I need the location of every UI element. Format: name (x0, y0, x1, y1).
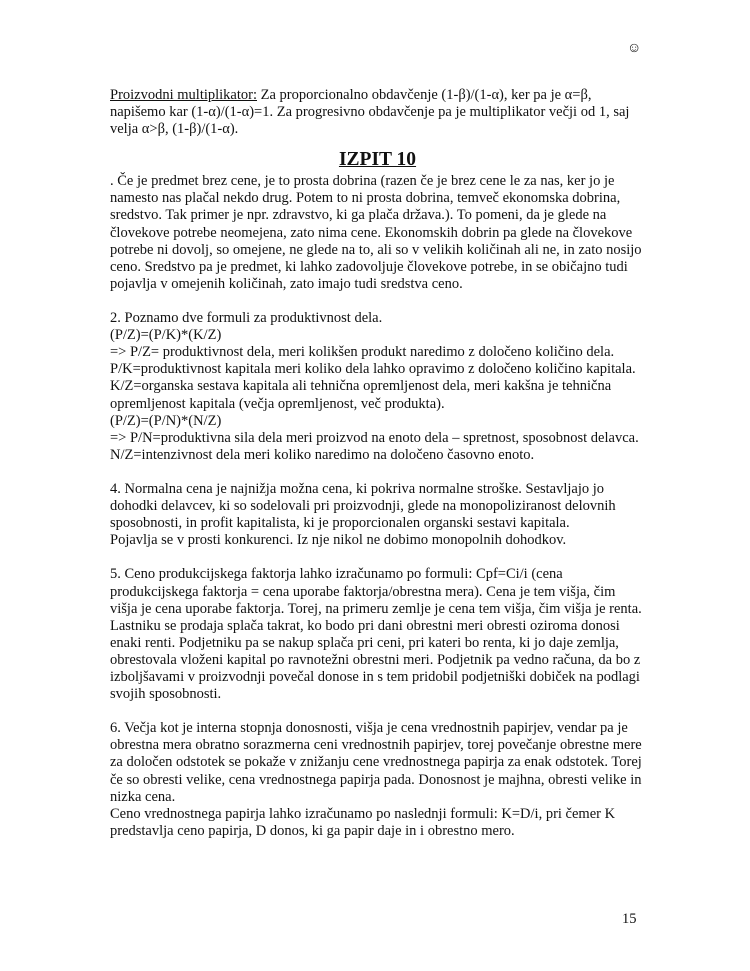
formula-2: (P/Z)=(P/N)*(N/Z) (110, 412, 222, 429)
paragraph-6-formula: Ceno vrednostnega papirja lahko izračunamo po naslednji formuli: K=D/i, pri čemer K predstavlja ceno papirja, D donos, ki ga papir daje in i obrestno mero. (110, 805, 616, 839)
smiley-icon: ☺ (627, 41, 642, 56)
intro-text: Za proporcionalno obdavčenje (1-β)/(1-α), ker pa je α=β, napišemo kar (1-α)/(1-α)=1. Za progresivno obdavčenje pa je multiplikator večji od 1, saj velja α>β, (1-β)/(1-α). (110, 87, 630, 138)
page-body (110, 87, 645, 840)
paragraph-6: 6. Večja kot je interna stopnja donosnosti, višja je cena vrednostnih papirjev, vendar pa je obrestna mera obratno sorazmerna ceni vrednostnih papirjev, torej povečanje obrestne mere za določen odstotek se pokaže v znižanju cene vrednostnega papirja za enak odstotek. Torej če so obresti velike, cena vrednostnega papirja pada. Donosnost je majhna, obresti velike in nizka cena. (110, 720, 642, 805)
paragraph-gap (110, 464, 645, 481)
paragraph-gap (110, 293, 645, 310)
paragraph-5: 5. Ceno produkcijskega faktorja lahko izračunamo po formuli: Cpf=Ci/i (cena produkcijskega faktorja = cena uporabe faktorja/obrestna mera). Cena je tem višja, čim višja je cena uporabe faktorja. Torej, na primeru zemlje je cena tem višja, čim višja je renta. Lastniku se prodaja splača takrat, ko bodo pri dani obrestni meri obresti oziroma donosi enaki renti. Podjetniku pa se nakup splača pri ceni, pri kateri bo renta, ki jo daje zemlja, obrestovala vloženi kapital po ravnotežni obrestni meri. Podjetnik pa vedno računa, da bo z izboljšavami v proizvodnji povečal donose in s tem pridobil podjetniški dobiček na podlagi svojih sposobnosti. (110, 566, 642, 703)
intro-term: Proizvodni multiplikator: (110, 87, 258, 103)
formula-2-explanation: => P/N=produktivna sila dela meri proizvod na enoto dela – spretnost, sposobnost delavca. N/Z=intenzivnost dela meri koliko naredimo na določeno časovno enoto. (110, 429, 639, 463)
intro-paragraph (110, 87, 645, 138)
formula-1-explanation: => P/Z= produktivnost dela, meri kolikšen produkt naredimo z določeno količino dela. P/K=produktivnost kapitala meri koliko dela lahko opravimo z določeno količino kapitala. K/Z=organska sestava kapitala ali tehnična opremljenost dela, meri kakšna je tehnična opremljenost kapitala (večja opremljenost, več produkta). (110, 344, 636, 412)
paragraph-4-note: Pojavlja se v prosti konkurenci. Iz nje nikol ne dobimo monopolnih dohodkov. (110, 532, 567, 549)
paragraph-2-intro: 2. Poznamo dve formuli za produktivnost dela. (110, 310, 383, 327)
formula-1: (P/Z)=(P/K)*(K/Z) (110, 327, 222, 344)
page-number: 15 (622, 911, 637, 927)
page-title: IZPIT 10 (338, 149, 417, 171)
paragraph-gap (110, 703, 645, 720)
paragraph-1: . Če je predmet brez cene, je to prosta dobrina (razen če je brez cene le za nas, ker jo je namesto nas plačal nekdo drug. Potem to ni prosta dobrina, temveč ekonomska dobrina, sredstvo. Tak primer je npr. zdravstvo, ki ga plača država.). To pomeni, da je glede na človekove potrebe neomejena, zato nima cene. Ekonomskih dobrin pa glede na človekove potrebe ni dovolj, so omejene, ne glede na to, ali so v velikih količinah ali ne, in zato nosijo ceno. Sredstvo pa je predmet, ki lahko zadovoljuje človekove potrebe, in se običajno tudi pojavlja v omejenih količinah, zato imajo tudi sredstva ceno. (110, 173, 642, 292)
paragraph-4: 4. Normalna cena je najnižja možna cena, ki pokriva normalne stroške. Sestavljajo jo dohodki delavcev, ki so sodelovali pri proizvodnji, glede na monopoliziranost delovnih sposobnosti, in profit kapitalista, ki je proporcionalen organski sestavi kapitala. (110, 480, 616, 532)
paragraph-gap (110, 549, 645, 566)
